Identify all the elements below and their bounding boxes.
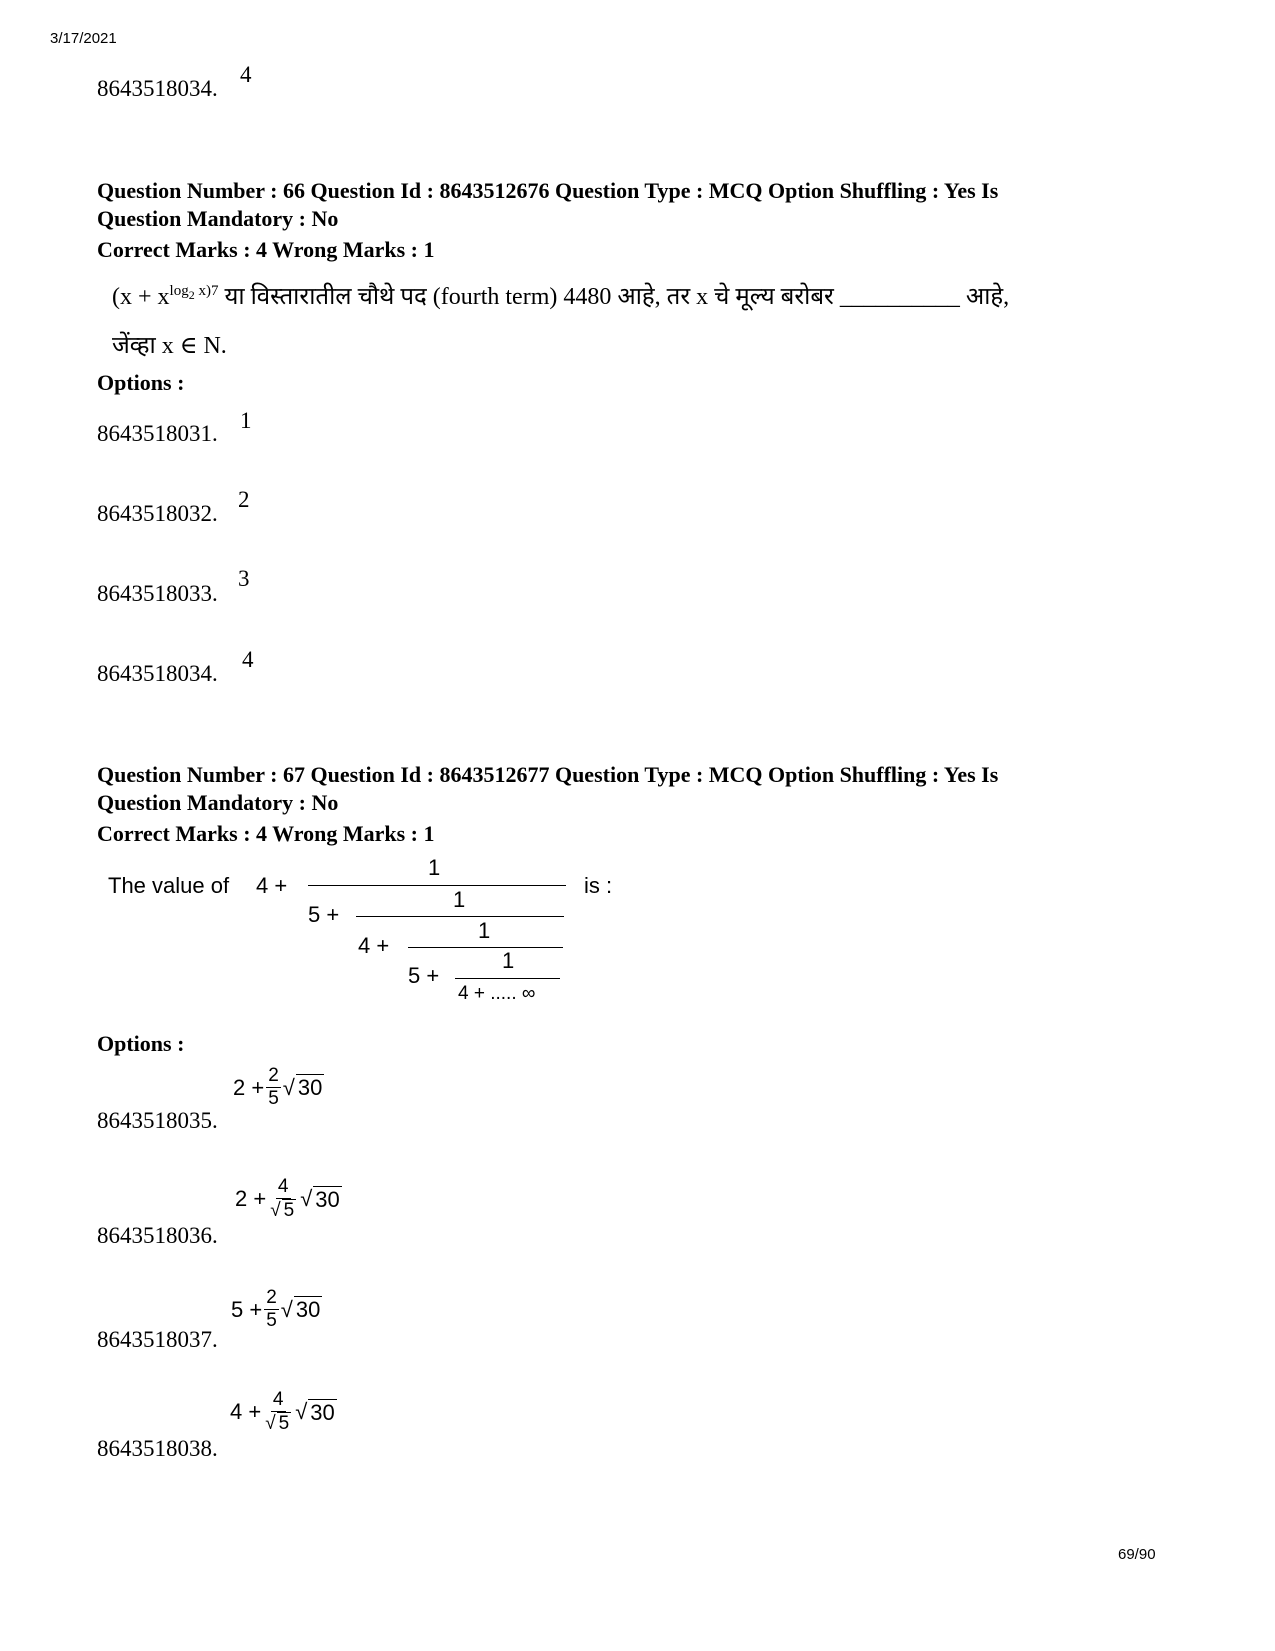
option-math: 5 + $\frac{2}{5}$ √ 30 xyxy=(231,1287,321,1331)
question-67-header xyxy=(97,761,1197,817)
fraction-denominator: 5 xyxy=(268,1088,279,1109)
option-fraction: $\frac{4}{√ 5}$ xyxy=(265,1389,290,1434)
option-lead: 5 + xyxy=(231,1296,263,1322)
fraction-numerator: 2 xyxy=(268,1065,279,1086)
fraction-denominator: 5 xyxy=(266,1310,277,1331)
cf-numerator: 1 xyxy=(428,855,441,880)
fraction-numerator: 2 xyxy=(266,1287,277,1308)
question-body: या विस्तारातील चौथे पद (fourth term) 4480 आहे, तर x चे मूल्य बरोबर __________ आहे, xyxy=(218,284,1010,310)
fraction-denominator: 5 xyxy=(278,1413,290,1434)
option-fraction xyxy=(264,1287,279,1332)
radicand: 30 xyxy=(297,1075,323,1100)
option-id: 8643518036. xyxy=(97,1223,218,1248)
radicand: 30 xyxy=(295,1297,321,1322)
fraction-numerator: 4 xyxy=(272,1389,284,1410)
question-66-text-line2: जेंव्हा x ∈ N. xyxy=(112,333,227,359)
cf-term: 4 + xyxy=(256,873,288,898)
option-id: 8643518037. xyxy=(97,1327,218,1352)
expr-log: log xyxy=(169,283,189,299)
cf-term: 5 + xyxy=(308,902,340,927)
page-date: 3/17/2021 xyxy=(50,30,117,47)
question-66-header xyxy=(97,177,1197,233)
radicand: 30 xyxy=(315,1186,340,1212)
option-fraction: $\frac{4}{√ 5}$ xyxy=(270,1176,295,1221)
option-value: 2 xyxy=(238,487,250,512)
options-label: Options : xyxy=(97,1031,185,1056)
option-value: 3 xyxy=(238,566,250,591)
cf-numerator: 1 xyxy=(478,918,491,943)
fraction-bar xyxy=(308,885,566,886)
option-math: 2 + $\frac{2}{5}$ √ 30 xyxy=(233,1065,323,1109)
option-id: 8643518035. xyxy=(97,1108,218,1133)
cf-numerator: 1 xyxy=(502,948,515,973)
fraction-bar xyxy=(356,916,564,917)
option-value: 4 xyxy=(240,62,252,87)
expr-base: (x + x xyxy=(112,284,170,310)
option-math: 4 + $\frac{4}{√ 5}$ √ 30 xyxy=(230,1389,335,1434)
fraction-bar xyxy=(408,947,563,948)
expr-log-arg: x) xyxy=(194,283,211,299)
option-id: 8643518032. xyxy=(97,501,218,526)
question-header-line: Question Number : 66 Question Id : 8643512676 Question Type : MCQ Option Shuffling : Yes Is xyxy=(97,178,999,203)
option-lead: 4 + xyxy=(230,1399,262,1424)
question-66-marks: Correct Marks : 4 Wrong Marks : 1 xyxy=(97,237,435,262)
fraction-denominator: 5 xyxy=(283,1200,295,1221)
option-id: 8643518038. xyxy=(97,1436,218,1461)
radicand: 30 xyxy=(310,1399,335,1425)
fraction-numerator: 4 xyxy=(277,1176,289,1197)
option-lead: 2 + xyxy=(233,1074,265,1100)
continued-fraction xyxy=(108,855,648,1015)
cf-term: 4 + xyxy=(358,933,390,958)
expr-power: 7 xyxy=(210,283,219,299)
page-number: 69/90 xyxy=(1118,1546,1156,1563)
option-id: 8643518034. xyxy=(97,76,218,101)
option-math: 2 + $\frac{4}{√ 5}$ √ 30 xyxy=(235,1176,340,1221)
question-header-line: Question Mandatory : No xyxy=(97,206,339,231)
question-text-suffix: is : xyxy=(584,873,613,898)
question-67-marks: Correct Marks : 4 Wrong Marks : 1 xyxy=(97,821,435,846)
question-66-text xyxy=(112,279,1009,312)
fraction-bar xyxy=(455,978,560,979)
question-header-line: Question Mandatory : No xyxy=(97,790,339,815)
question-header-line: Question Number : 67 Question Id : 8643512677 Question Type : MCQ Option Shuffling : Yes Is xyxy=(97,762,999,787)
expr-log-base: 2 xyxy=(188,288,195,302)
option-id: 8643518033. xyxy=(97,581,218,606)
options-label: Options : xyxy=(97,370,185,395)
option-value: 4 xyxy=(242,647,254,672)
cf-numerator: 1 xyxy=(453,887,466,912)
option-lead: 2 + xyxy=(235,1186,267,1211)
cf-tail: 4 + ..... ∞ xyxy=(458,983,536,1004)
option-id: 8643518031. xyxy=(97,421,218,446)
question-text-prefix: The value of xyxy=(108,873,230,898)
option-id: 8643518034. xyxy=(97,661,218,686)
option-value: 1 xyxy=(240,408,252,433)
option-fraction xyxy=(266,1065,281,1110)
list-item xyxy=(97,76,218,102)
cf-term: 5 + xyxy=(408,963,440,988)
